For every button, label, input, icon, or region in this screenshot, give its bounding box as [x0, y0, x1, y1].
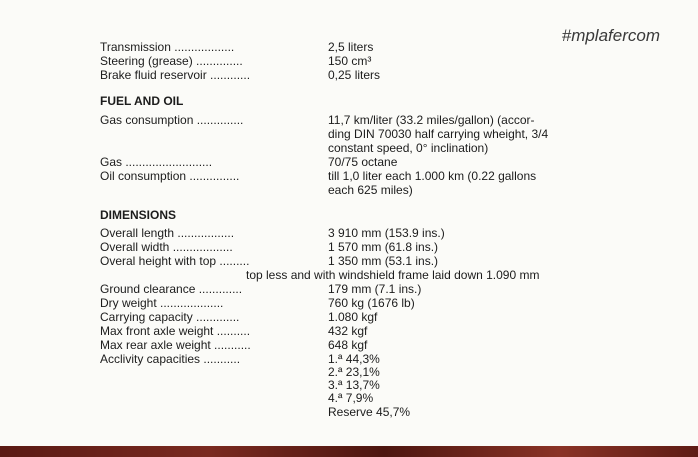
spec-label-length: Overall length ................. — [100, 226, 235, 240]
spec-value-acclivity-3: 3.ª 13,7% — [328, 378, 380, 392]
spec-label-ground-clearance: Ground clearance ............. — [100, 282, 243, 296]
spec-label-front-axle: Max front axle weight .......... — [100, 324, 251, 338]
spec-value-dry-weight: 760 kg (1676 lb) — [328, 296, 415, 310]
spec-value-gas-consumption-1: 11,7 km/liter (33.2 miles/gallon) (accor- — [328, 113, 535, 127]
spec-label-brake-fluid: Brake fluid reservoir ............ — [100, 68, 251, 82]
spec-value-brake-fluid: 0,25 liters — [328, 68, 381, 82]
spec-note-topless: top less and with windshield frame laid down 1.090 mm — [246, 268, 540, 282]
spec-value-acclivity-2: 2.ª 23,1% — [328, 365, 380, 379]
spec-value-ground-clearance: 179 mm (7.1 ins.) — [328, 282, 422, 296]
spec-value-gas: 70/75 octane — [328, 155, 398, 169]
spec-value-height: 1 350 mm (53.1 ins.) — [328, 254, 439, 268]
section-heading-dimensions: DIMENSIONS — [100, 208, 177, 222]
spec-value-transmission: 2,5 liters — [328, 40, 374, 54]
spec-value-steering: 150 cm³ — [328, 54, 372, 68]
spec-label-steering: Steering (grease) .............. — [100, 54, 243, 68]
watermark: #mplafercom — [561, 26, 660, 45]
spec-value-length: 3 910 mm (153.9 ins.) — [328, 226, 445, 240]
spec-label-gas: Gas .......................... — [100, 155, 213, 169]
section-heading-fuel: FUEL AND OIL — [100, 94, 184, 108]
spec-value-gas-consumption-2: ding DIN 70030 half carrying wheight, 3/4 — [328, 127, 549, 141]
spec-label-carrying-capacity: Carrying capacity ............. — [100, 310, 240, 324]
spec-label-acclivity: Acclivity capacities ........... — [100, 352, 241, 366]
spec-value-acclivity-1: 1.ª 44,3% — [328, 352, 380, 366]
spec-value-carrying-capacity: 1.080 kgf — [328, 310, 378, 324]
spec-value-gas-consumption-3: constant speed, 0° inclination) — [328, 141, 489, 155]
bottom-edge-strip — [0, 446, 698, 457]
spec-label-height: Overal height with top ......... — [100, 254, 250, 268]
spec-value-rear-axle: 648 kgf — [328, 338, 368, 352]
spec-value-acclivity-reserve: Reserve 45,7% — [328, 405, 411, 419]
spec-value-front-axle: 432 kgf — [328, 324, 368, 338]
spec-value-width: 1 570 mm (61.8 ins.) — [328, 240, 439, 254]
spec-value-acclivity-4: 4.ª 7,9% — [328, 391, 374, 405]
spec-label-transmission: Transmission .................. — [100, 40, 235, 54]
spec-label-gas-consumption: Gas consumption .............. — [100, 113, 244, 127]
spec-value-oil-2: each 625 miles) — [328, 183, 413, 197]
spec-label-width: Overall width .................. — [100, 240, 233, 254]
spec-value-oil-1: till 1,0 liter each 1.000 km (0.22 gallons — [328, 169, 537, 183]
spec-label-oil-consumption: Oil consumption ............... — [100, 169, 240, 183]
spec-label-rear-axle: Max rear axle weight ........... — [100, 338, 251, 352]
spec-label-dry-weight: Dry weight ................... — [100, 296, 224, 310]
